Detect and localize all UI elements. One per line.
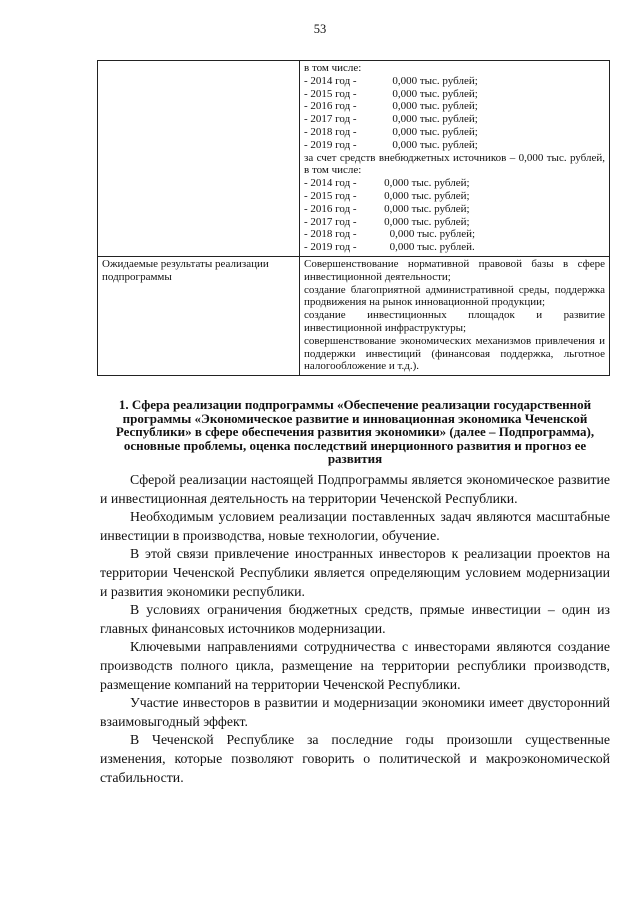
financing-line: - 2018 год - 0,000 тыс. рублей; bbox=[304, 125, 478, 138]
financing-cell bbox=[300, 61, 610, 257]
financing-line: - 2015 год - 0,000 тыс. рублей; bbox=[304, 87, 478, 100]
financing-line: за счет средств внебюджетных источников – 0,000 тыс. рублей, в том числе: bbox=[304, 151, 605, 177]
page-number: 53 bbox=[313, 22, 327, 36]
program-passport-table bbox=[97, 60, 610, 376]
financing-line: - 2017 год - 0,000 тыс. рублей; bbox=[304, 113, 478, 126]
financing-line: - 2019 год - 0,000 тыс. рублей. bbox=[304, 241, 475, 254]
paragraph: В Чеченской Республике за последние годы произошли существенные изменения, которые позволяют говорить о политической и макроэкономической стабильности. bbox=[100, 732, 610, 785]
financing-line: - 2019 год - 0,000 тыс. рублей; bbox=[304, 138, 478, 151]
table-cell-empty bbox=[98, 61, 300, 257]
body-text bbox=[100, 471, 610, 787]
financing-line: - 2016 год - 0,000 тыс. рублей; bbox=[304, 202, 470, 215]
table-row bbox=[98, 61, 610, 257]
financing-line: - 2016 год - 0,000 тыс. рублей; bbox=[304, 100, 478, 113]
result-item: совершенствование экономических механизмов привлечения и поддержки инвестиций (финансовая поддержка, льготное налогообложение и т.д.). bbox=[304, 334, 605, 373]
paragraph: Необходимым условием реализации поставленных задач являются масштабные инвестиции в производства, новые технологии, обучение. bbox=[100, 509, 610, 543]
paragraph: Сферой реализации настоящей Подпрограммы является экономическое развитие и инвестиционная деятельность на территории Чеченской Республики. bbox=[100, 472, 610, 506]
result-item: создание благоприятной административной среды, поддержка продвижения на рынок инновационной продукции; bbox=[304, 283, 605, 309]
financing-line: - 2015 год - 0,000 тыс. рублей; bbox=[304, 189, 470, 202]
paragraph: В этой связи привлечение иностранных инвесторов к реализации проектов на территории Чеченской Республики является определяющим условием модернизации и развития экономики республики. bbox=[100, 546, 610, 599]
result-item: Совершенствование нормативной правовой базы в сфере инвестиционной деятельности; bbox=[304, 257, 605, 283]
financing-line: в том числе: bbox=[304, 62, 362, 74]
result-item: создание инвестиционных площадок и развитие инвестиционной инфраструктуры; bbox=[304, 309, 605, 334]
paragraph: Участие инвесторов в развитии и модернизации экономики имеет двусторонний взаимовыгодный эффект. bbox=[100, 695, 610, 729]
paragraph: Ключевыми направлениями сотрудничества с инвесторами являются создание производств полного цикла, размещение на территории республики производств, размещение компаний на территории Чеченской Республики. bbox=[100, 639, 610, 692]
financing-line: - 2014 год - 0,000 тыс. рублей; bbox=[304, 177, 470, 190]
section-heading: 1. Сфера реализации подпрограммы «Обеспечение реализации государственной программы «Экономическое развитие и инновационная экономика Чеченской Республики» в сфере обеспечения развития экономики» (далее – Подпрограмма), основные проблемы, оценка последствий инерционного развития и прогноз ее развития bbox=[115, 397, 595, 467]
financing-line: - 2018 год - 0,000 тыс. рублей; bbox=[304, 228, 476, 241]
expected-results-label: Ожидаемые результаты реализации подпрограммы bbox=[98, 256, 300, 375]
table-row bbox=[98, 256, 610, 375]
financing-line: - 2014 год - 0,000 тыс. рублей; bbox=[304, 74, 478, 87]
paragraph: В условиях ограничения бюджетных средств, прямые инвестиции – один из главных финансовых источников модернизации. bbox=[100, 602, 610, 636]
expected-results-cell bbox=[300, 256, 610, 375]
financing-line: - 2017 год - 0,000 тыс. рублей; bbox=[304, 215, 470, 228]
